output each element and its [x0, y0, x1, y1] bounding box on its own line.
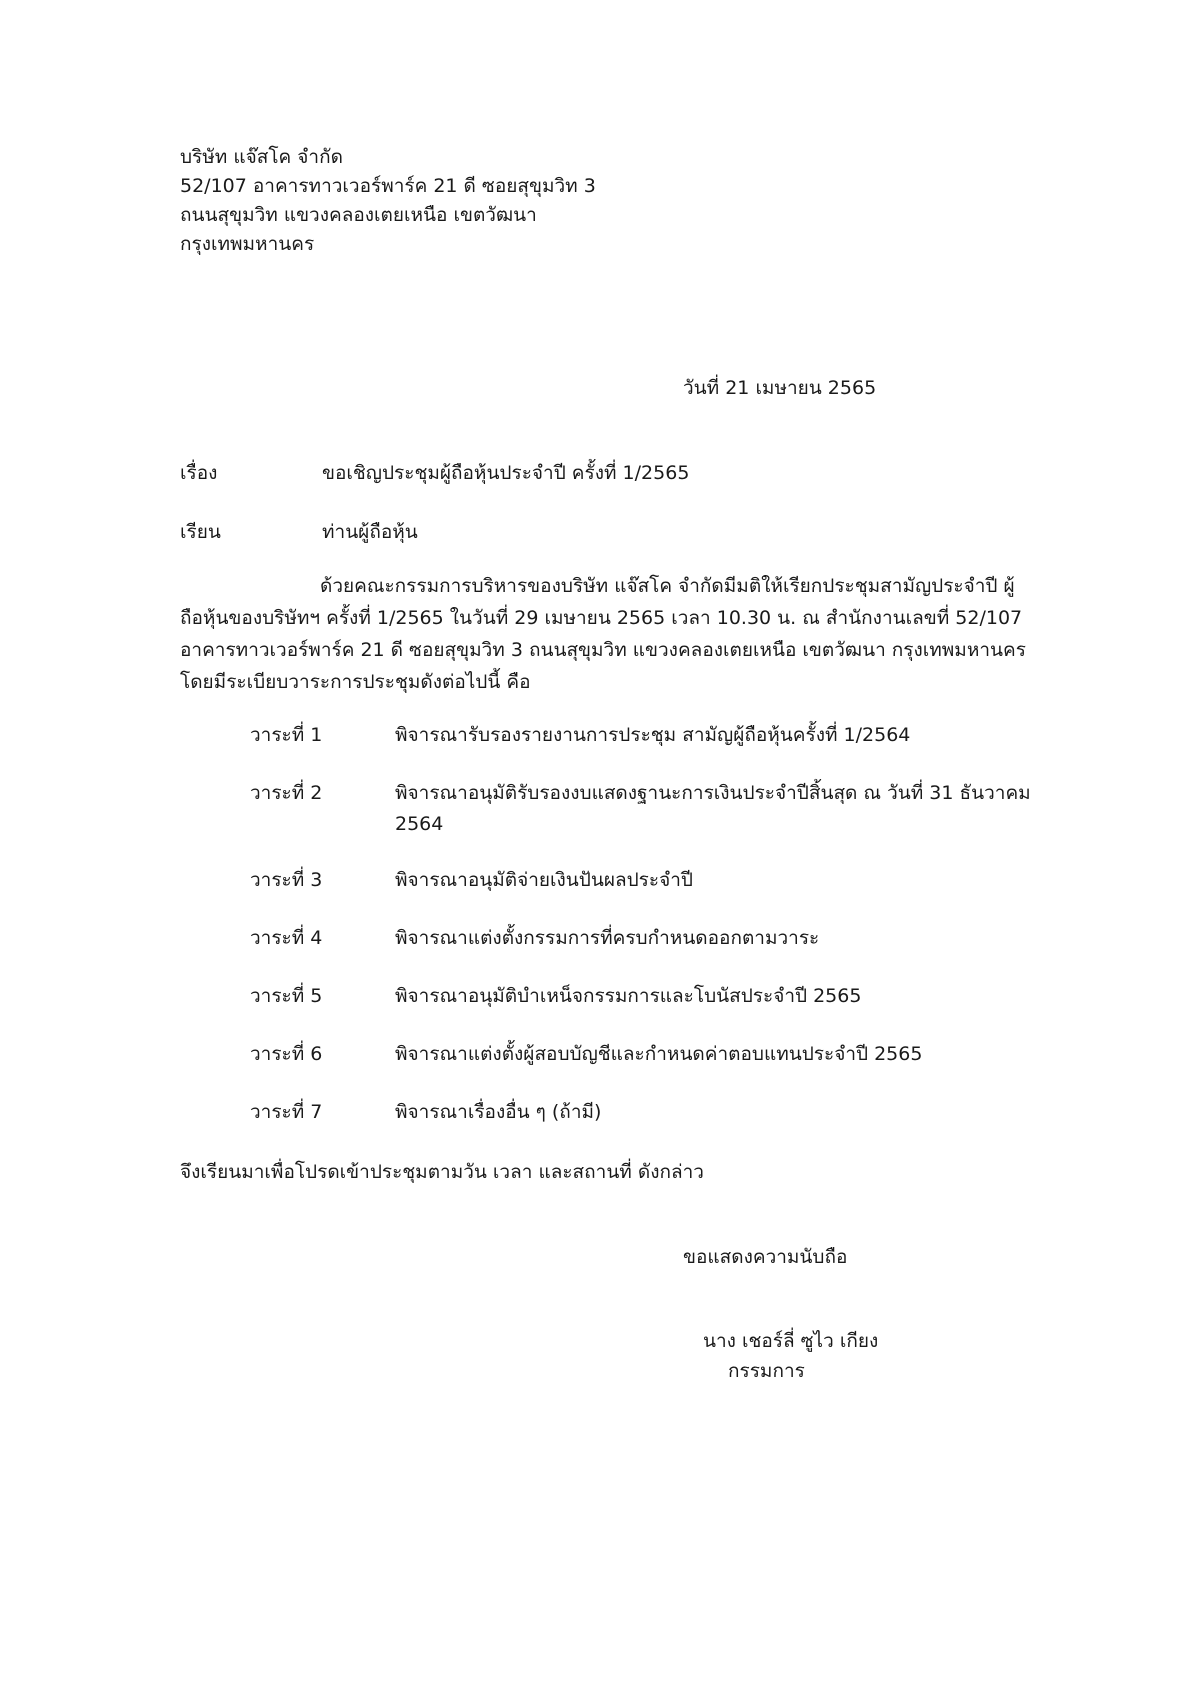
- agenda-text: พิจารณาเรื่องอื่น ๆ (ถ้ามี): [395, 1101, 602, 1123]
- subject-label: เรื่อง: [180, 462, 218, 484]
- sender-company: บริษัท แจ๊สโค จำกัด: [180, 146, 343, 168]
- agenda-number: วาระที่ 6: [250, 1043, 323, 1065]
- agenda-number: วาระที่ 5: [250, 985, 323, 1007]
- agenda-text: พิจารณาอนุมัติรับรองงบแสดงฐานะการเงินประจำปีสิ้นสุด ณ วันที่ 31 ธันวาคม 2564: [395, 782, 1031, 835]
- agenda-text: พิจารณาอนุมัติบำเหน็จกรรมการและโบนัสประจำปี 2565: [395, 985, 862, 1007]
- agenda-text: พิจารณารับรองรายงานการประชุม สามัญผู้ถือหุ้นครั้งที่ 1/2564: [395, 724, 911, 746]
- agenda-text: พิจารณาอนุมัติจ่ายเงินปันผลประจำปี: [395, 869, 693, 891]
- body-line: ถือหุ้นของบริษัทฯ ครั้งที่ 1/2565 ในวันที่ 29 เมษายน 2565 เวลา 10.30 น. ณ สำนักงานเลขที่ 52/107: [180, 607, 1023, 629]
- recipient-label: เรียน: [180, 521, 221, 543]
- letter-date: วันที่ 21 เมษายน 2565: [683, 377, 877, 399]
- body-line: โดยมีระเบียบวาระการประชุมดังต่อไปนี้ คือ: [180, 671, 531, 693]
- agenda-text: พิจารณาแต่งตั้งกรรมการที่ครบกำหนดออกตามวาระ: [395, 927, 820, 949]
- agenda-number: วาระที่ 7: [250, 1101, 323, 1123]
- signer-name: นาง เชอร์ลี่ ซูไว เกียง: [703, 1330, 879, 1352]
- agenda-number: วาระที่ 2: [250, 782, 323, 804]
- sender-address-line: ถนนสุขุมวิท แขวงคลองเตยเหนือ เขตวัฒนา: [180, 204, 537, 226]
- sender-address: [180, 143, 596, 259]
- agenda-text: พิจารณาแต่งตั้งผู้สอบบัญชีและกำหนดค่าตอบแทนประจำปี 2565: [395, 1043, 923, 1065]
- body-line: ด้วยคณะกรรมการบริหารของบริษัท แจ๊สโค จำกัดมีมติให้เรียกประชุมสามัญประจำปี ผู้: [320, 575, 1015, 597]
- agenda-number: วาระที่ 4: [250, 927, 323, 949]
- sender-address-line: กรุงเทพมหานคร: [180, 233, 315, 255]
- regards-text: ขอแสดงความนับถือ: [683, 1246, 848, 1268]
- recipient-value: ท่านผู้ถือหุ้น: [322, 521, 418, 543]
- sender-address-line: 52/107 อาคารทาวเวอร์พาร์ค 21 ดี ซอยสุขุมวิท 3: [180, 175, 596, 197]
- signer-position: กรรมการ: [728, 1360, 805, 1382]
- body-line: อาคารทาวเวอร์พาร์ค 21 ดี ซอยสุขุมวิท 3 ถนนสุขุมวิท แขวงคลองเตยเหนือ เขตวัฒนา กรุงเทพมหานคร: [180, 639, 1026, 661]
- subject-value: ขอเชิญประชุมผู้ถือหุ้นประจำปี ครั้งที่ 1/2565: [322, 462, 690, 484]
- body-paragraph: [180, 570, 1050, 698]
- agenda-number: วาระที่ 1: [250, 724, 323, 746]
- closing-sentence: จึงเรียนมาเพื่อโปรดเข้าประชุมตามวัน เวลา และสถานที่ ดังกล่าว: [180, 1161, 704, 1183]
- agenda-number: วาระที่ 3: [250, 869, 323, 891]
